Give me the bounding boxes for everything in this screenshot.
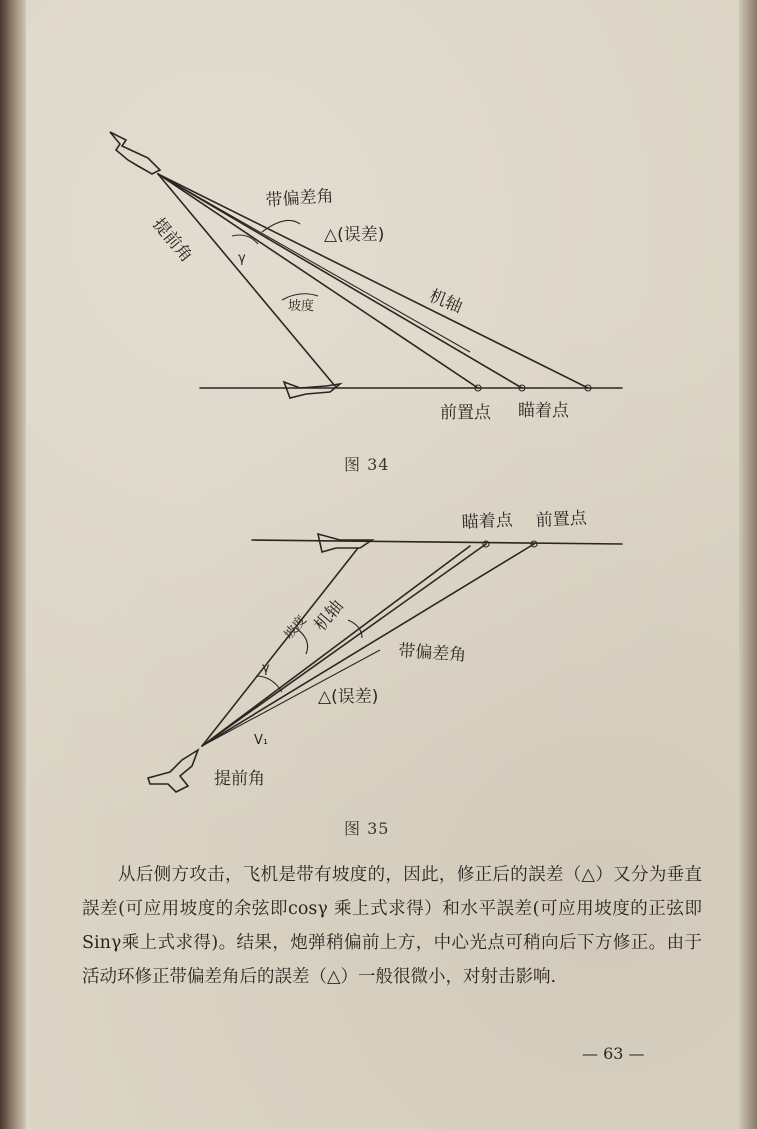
drift-arc: [262, 220, 300, 232]
gamma-arc: [232, 235, 258, 244]
page-number: — 63 —: [582, 1044, 645, 1063]
body-paragraph: 从后侧方攻击，飞机是带有坡度的，因此，修正后的誤差（△）又分为垂直誤差(可应用坡度的余弦即cosγ 乘上式求得）和水平誤差(可应用坡度的正弦即Sinγ乘上式求得)。结果，炮弹稍偏前上方，中心光点可稍向后下方修正。由于活动环修正带偏差角后的誤差（△）一般很微小，对射击影响.: [82, 865, 702, 987]
target-plane-icon: [284, 382, 340, 398]
fig35-lead-angle-label: 提前角: [214, 769, 265, 789]
lead-line: [202, 544, 534, 746]
fig34-slope-label: 坡度: [288, 299, 315, 314]
fig34-error-label: △(误差): [324, 225, 385, 245]
fig35-v-label: V₁: [254, 733, 269, 748]
figure-35-diagram: [0, 500, 757, 810]
fighter-plane-icon: [110, 132, 160, 174]
fig34-lead-angle-label: 提前角: [148, 214, 197, 267]
fig34-aim-point-label: 瞄着点: [518, 401, 569, 421]
fig35-error-label: △(误差): [318, 687, 379, 707]
target-course-line: [252, 540, 622, 544]
fig35-drift-angle-label: 带偏差角: [397, 641, 467, 666]
figure-35-caption: 图 35: [344, 819, 390, 838]
target-plane-icon: [318, 534, 372, 552]
fig35-axis-label: 机轴: [310, 596, 348, 636]
fig35-lead-point-label: 前置点: [535, 508, 588, 531]
fig35-slope-label: 坡度: [281, 613, 310, 643]
fig34-axis-label: 机轴: [426, 286, 466, 318]
axis-line: [158, 174, 588, 388]
figure-34-diagram: [0, 110, 757, 430]
fig35-gamma-label: γ: [262, 661, 270, 676]
figure-34-caption: 图 34: [344, 455, 390, 474]
body-text: [82, 858, 702, 994]
fig35-aim-point-label: 瞄着点: [461, 510, 514, 533]
aim-line: [158, 174, 522, 388]
fig34-lead-point-label: 前置点: [440, 403, 491, 423]
fighter-plane-icon: [148, 750, 198, 792]
fig34-drift-angle-label: 带偏差角: [264, 186, 335, 211]
fig34-gamma-label: γ: [238, 251, 246, 266]
